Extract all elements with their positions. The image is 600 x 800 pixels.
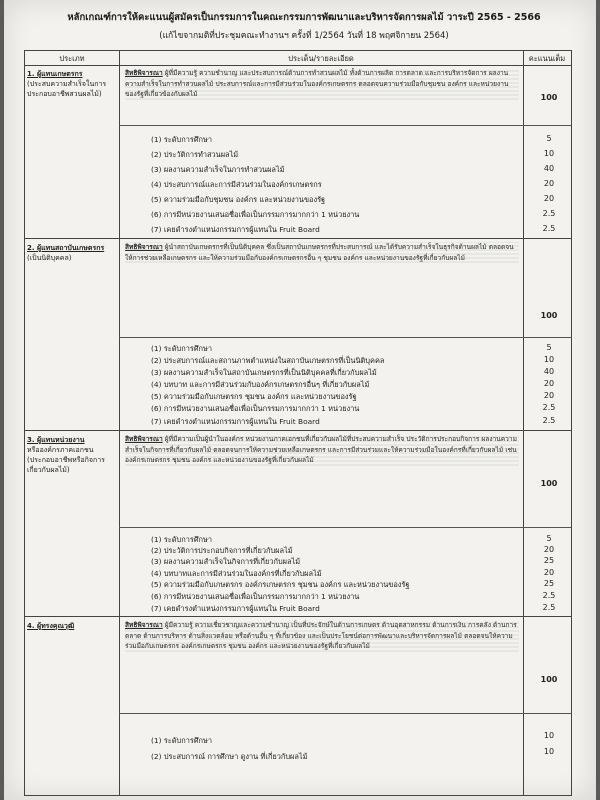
list-item: (2) ประสบการณ์ การศึกษา ดูงาน ที่เกี่ยวกับผลไม้ [151, 752, 308, 761]
criteria-section-3 [25, 431, 571, 617]
list-item: (4) บทบาท และการมีส่วนร่วมกับองค์กรเกษตรกรอื่นๆ ที่เกี่ยวกับผลไม้ [151, 380, 370, 389]
section-heading [27, 69, 119, 99]
section-divider [119, 713, 571, 714]
section-total-score: 100 [540, 479, 558, 488]
section-subtitle: (ประสบความสำเร็จในการประกอบอาชีพสวนผลไม้) [27, 80, 107, 98]
list-item: (7) เคยดำรงตำแหน่งกรรมการผู้แทนใน Fruit Board [151, 225, 320, 234]
list-item: (5) ความร่วมมือกับชุมชน องค์กร และหน่วยงานของรัฐ [151, 195, 326, 204]
item-score: 20 [543, 179, 555, 188]
section-divider [119, 125, 571, 126]
description-label: สิทธิพิจารณา [125, 69, 163, 77]
item-score: 2.5 [542, 591, 556, 600]
list-item: (3) ผลงานความสำเร็จในสถาบันเกษตรกรที่เป็นนิติบุคคลที่เกี่ยวกับผลไม้ [151, 368, 377, 377]
list-item: (5) ความร่วมมือกับเกษตรกร องค์กรเกษตรกร ชุมชน องค์กร และหน่วยงานของรัฐ [151, 580, 410, 589]
list-item: (7) เคยดำรงตำแหน่งกรรมการผู้แทนใน Fruit Board [151, 604, 320, 613]
list-item: (7) เคยดำรงตำแหน่งกรรมการผู้แทนใน Fruit Board [151, 417, 320, 426]
section-heading [27, 243, 119, 263]
item-score: 20 [543, 379, 555, 388]
list-item: (6) การมีหน่วยงานเสนอชื่อเพื่อเป็นกรรมการมากกว่า 1 หน่วยงาน [151, 592, 360, 601]
list-item: (1) ระดับการศึกษา [151, 736, 213, 745]
section-title: 2. ผู้แทนสถาบันเกษตรกร [27, 244, 105, 252]
list-item: (2) ประวัติการประกอบกิจการที่เกี่ยวกับผลไม้ [151, 546, 293, 555]
description-text: ผู้มีความรู้ ความเชี่ยวชาญและความชำนาญ เป็นที่ประจักษ์ในด้านการเกษตร ด้านอุตสาหกรรม ด้านการเงิน การคลัง ด้านการตลาด ด้านการบริหาร ด้านสิ่งแวดล้อม หรือด้านอื่น ๆ ที่เกี่ยวข้อง และเป็นประโยชน์ต่อการพัฒนาและบริหารจัดการผลไม้ ตลอดจนให้ความร่วมมือกับเกษตรกร องค์กรเกษตรกร ชุมชน องค์กร และหน่วยงานของรัฐที่เกี่ยวกับผลไม้ [125, 621, 517, 650]
item-score: 2.5 [542, 403, 556, 412]
section-title: 3. ผู้แทนหน่วยงาน [27, 436, 85, 444]
description-label: สิทธิพิจารณา [125, 435, 163, 443]
header-type: ประเภท [59, 54, 85, 63]
description-label: สิทธิพิจารณา [125, 243, 163, 251]
criteria-section-1 [25, 65, 571, 239]
item-score: 20 [543, 194, 555, 203]
section-divider [119, 527, 571, 528]
section-total-score: 100 [540, 93, 558, 102]
item-score: 20 [543, 391, 555, 400]
section-subtitle: (เป็นนิติบุคคล) [27, 254, 72, 262]
section-title: 1. ผู้แทนเกษตรกร [27, 70, 83, 78]
item-score: 25 [543, 556, 555, 565]
section-subtitle: หรือองค์กรภาคเอกชน (ประกอบอาชีพหรือกิจการเกี่ยวกับผลไม้) [27, 446, 105, 474]
item-score: 20 [543, 545, 555, 554]
description-text: ผู้ที่มีความเป็นผู้นำในองค์กร หน่วยงานภาคเอกชนที่เกี่ยวกับผลไม้ที่ประสบความสำเร็จ ประวัติการประกอบกิจการ ผลงานความสำเร็จในกิจการที่เกี่ยวกับผลไม้ ตลอดจนการให้ความช่วยเหลือเกษตรกร และการมีส่วนร่วมและให้ความร่วมมือในองค์กรที่เกี่ยวกับผลไม้ เช่น องค์กรเกษตรกร ชุมชน องค์กร และหน่วยงานของรัฐที่เกี่ยวกับผลไม้ [125, 435, 517, 464]
header-details: ประเด็น/รายละเอียด [288, 54, 354, 63]
section-description [125, 434, 519, 466]
list-item: (4) ประสบการณ์และการมีส่วนร่วมในองค์กรเกษตรกร [151, 180, 322, 189]
list-item: (3) ผลงานความสำเร็จในการทำสวนผลไม้ [151, 165, 285, 174]
section-description [125, 620, 519, 652]
item-score: 2.5 [542, 224, 556, 233]
criteria-section-2 [25, 239, 571, 431]
item-score: 10 [543, 149, 555, 158]
section-title: 4. ผู้ทรงคุณวุฒิ [27, 622, 75, 630]
list-item: (1) ระดับการศึกษา [151, 135, 213, 144]
item-score: 40 [543, 367, 555, 376]
section-divider [119, 337, 571, 338]
list-item: (5) ความร่วมมือกับเกษตรกร ชุมชน องค์กร และหน่วยงานของรัฐ [151, 392, 357, 401]
item-score: 20 [543, 568, 555, 577]
list-item: (4) บทบาทและการมีส่วนร่วมในองค์กรที่เกี่ยวกับผลไม้ [151, 569, 322, 578]
list-item: (6) การมีหน่วยงานเสนอชื่อเพื่อเป็นกรรมการมากกว่า 1 หน่วยงาน [151, 210, 360, 219]
item-score: 2.5 [542, 209, 556, 218]
list-item: (6) การมีหน่วยงานเสนอชื่อเพื่อเป็นกรรมการมากกว่า 1 หน่วยงาน [151, 404, 360, 413]
section-heading [27, 435, 119, 475]
document-subtitle: (แก้ไขจากมติที่ประชุมคณะทำงานฯ ครั้งที่ 1/2564 วันที่ 18 พฤศจิกายน 2564) [159, 31, 449, 41]
criteria-section-4 [25, 617, 571, 795]
list-item: (1) ระดับการศึกษา [151, 535, 213, 544]
list-item: (1) ระดับการศึกษา [151, 344, 213, 353]
item-score: 25 [543, 579, 555, 588]
list-item: (2) ประวัติการทำสวนผลไม้ [151, 150, 239, 159]
table-header [25, 51, 571, 66]
section-description [125, 68, 519, 100]
item-score: 2.5 [542, 603, 556, 612]
item-score: 5 [546, 534, 552, 543]
list-item: (3) ผลงานความสำเร็จในกิจการที่เกี่ยวกับผลไม้ [151, 557, 301, 566]
item-score: 5 [546, 343, 552, 352]
document-page [4, 0, 596, 800]
item-score: 40 [543, 164, 555, 173]
header-score: คะแนนเต็ม [528, 54, 566, 63]
section-description [125, 242, 519, 263]
item-score: 10 [543, 355, 555, 364]
section-total-score: 100 [540, 675, 558, 684]
item-score: 10 [543, 747, 555, 756]
item-score: 2.5 [542, 416, 556, 425]
document-title: หลักเกณฑ์การให้คะแนนผู้สมัครเป็นกรรมการในคณะกรรมการพัฒนาและบริหารจัดการผลไม้ วาระปี 2565 - 2566 [67, 12, 541, 23]
item-score: 10 [543, 731, 555, 740]
section-heading [27, 621, 119, 631]
list-item: (2) ประสบการณ์และสถานภาพตำแหน่งในสถาบันเกษตรกรที่เป็นนิติบุคคล [151, 356, 385, 365]
section-total-score: 100 [540, 311, 558, 320]
description-text: ผู้นำสถาบันเกษตรกรที่เป็นนิติบุคคล ซึ่งเป็นสถาบันเกษตรกรที่ประสบการณ์ และได้รับความสำเร็จในธุรกิจด้านผลไม้ ตลอดจนให้การช่วยเหลือเกษตรกร และให้ความร่วมมือกับองค์กรเกษตรกรอื่น ๆ ชุมชน องค์กร และหน่วยงานของรัฐที่เกี่ยวกับผลไม้ [125, 243, 514, 262]
criteria-table [24, 50, 572, 796]
description-text: ผู้ที่มีความรู้ ความชำนาญ และประสบการณ์ด้านการทำสวนผลไม้ ทั้งด้านการผลิต การตลาด และการบริหารจัดการ ผลงานความสำเร็จในการทำสวนผลไม้ ประสบการณ์และการมีส่วนร่วมในองค์กรเกษตรกร ตลอดจนความร่วมมือกับชุมชน องค์กร และหน่วยงานของรัฐที่เกี่ยวข้องกับผลไม้ [125, 69, 509, 98]
item-score: 5 [546, 134, 552, 143]
description-label: สิทธิพิจารณา [125, 621, 163, 629]
